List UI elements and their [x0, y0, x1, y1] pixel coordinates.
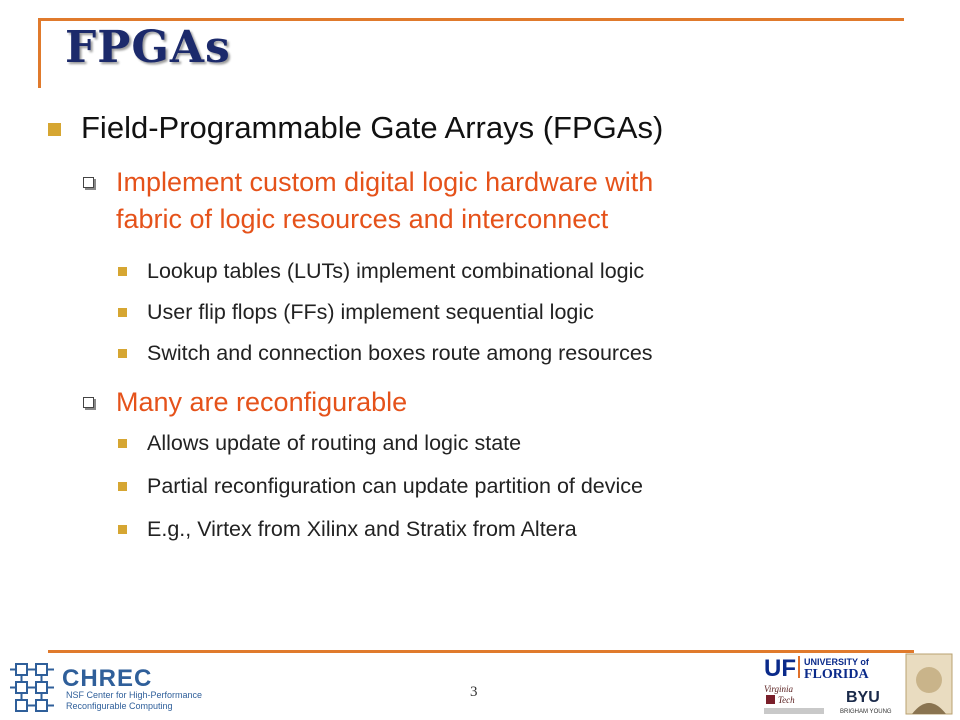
- bullet-text: Lookup tables (LUTs) implement combinational logic: [147, 259, 645, 283]
- portrait-face: [916, 667, 942, 693]
- bullet-text-block: [116, 164, 653, 238]
- byu-logo-mark: BYU: [846, 689, 880, 706]
- bullet-level3: [118, 259, 644, 284]
- hollow-square-icon: [83, 177, 94, 188]
- bullet-square-icon: [118, 525, 127, 534]
- bullet-text: Partial reconfiguration can update partition of device: [147, 474, 644, 498]
- bullet-level3: [118, 300, 594, 325]
- uf-divider: [798, 656, 800, 678]
- bullet-level2: [83, 384, 407, 421]
- bullet-level3: [118, 474, 643, 499]
- slide-title: FPGAs: [65, 22, 231, 73]
- bullet-level2: [83, 164, 653, 238]
- bullet-text: Many are reconfigurable: [116, 387, 408, 417]
- byu-text: BRIGHAM YOUNG: [840, 709, 892, 715]
- uf-text-2: FLORIDA: [804, 667, 869, 682]
- chrec-logo: [10, 660, 210, 718]
- bullet-text: Allows update of routing and logic state: [147, 431, 522, 455]
- bullet-text: fabric of logic resources and interconnect: [116, 204, 609, 234]
- chrec-wordmark: CHREC: [62, 665, 153, 692]
- bullet-level3: [118, 517, 577, 542]
- vt-text-1: Virginia: [764, 684, 793, 694]
- chrec-grid-icon: [10, 664, 54, 711]
- bullet-square-icon: [118, 267, 127, 276]
- uf-text-1: UNIVERSITY of: [804, 657, 869, 667]
- hollow-square-icon: [83, 397, 94, 408]
- bullet-square-icon: [118, 482, 127, 491]
- uf-logo-mark: UF: [764, 655, 796, 682]
- page-number: 3: [470, 684, 478, 700]
- bullet-text: Implement custom digital logic hardware with: [116, 167, 654, 197]
- bullet-level3: [118, 431, 521, 456]
- bullet-text: E.g., Virtex from Xilinx and Stratix from Altera: [147, 517, 577, 541]
- chrec-subtitle-1: NSF Center for High-Performance: [66, 690, 203, 700]
- bullet-square-icon: [48, 123, 61, 136]
- vt-text-2: Tech: [778, 695, 795, 705]
- bullet-square-icon: [118, 308, 127, 317]
- bullet-text: Field-Programmable Gate Arrays (FPGAs): [81, 110, 664, 145]
- bullet-square-icon: [118, 349, 127, 358]
- vt-emblem-icon: [766, 695, 775, 704]
- bullet-level1: [48, 110, 663, 146]
- bullet-square-icon: [118, 439, 127, 448]
- bullet-text: User flip flops (FFs) implement sequential logic: [147, 300, 594, 324]
- bullet-level3: [118, 341, 653, 366]
- partner-logos: [756, 652, 956, 720]
- bullet-text: Switch and connection boxes route among resources: [147, 341, 653, 365]
- vt-subtitle-bar: [764, 708, 824, 714]
- chrec-subtitle-2: Reconfigurable Computing: [66, 701, 173, 711]
